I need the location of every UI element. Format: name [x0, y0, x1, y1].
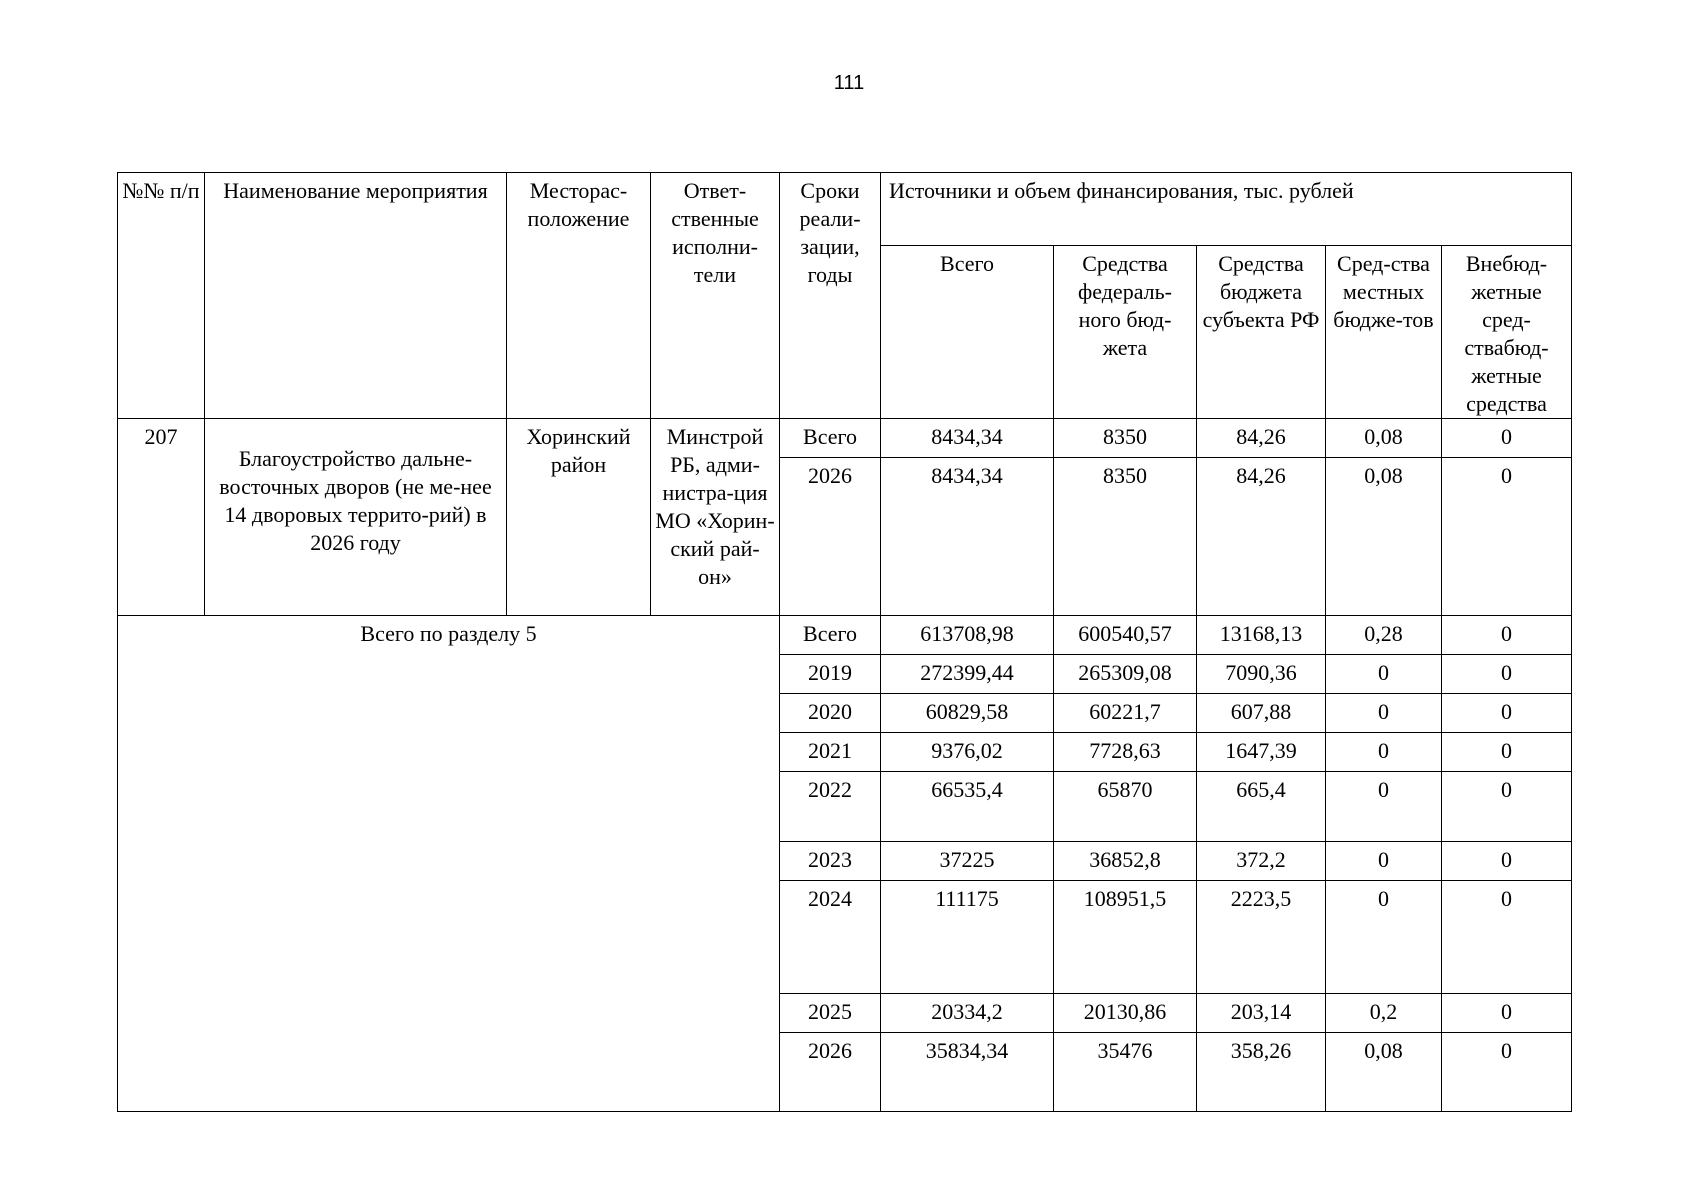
section-extra: 0 [1442, 655, 1572, 694]
section-subject: 1647,39 [1197, 733, 1326, 772]
section-federal: 108951,5 [1054, 881, 1197, 994]
item-federal: 8350 [1054, 419, 1197, 458]
section-federal: 20130,86 [1054, 994, 1197, 1033]
section-federal: 265309,08 [1054, 655, 1197, 694]
section-year: 2024 [780, 881, 881, 994]
section-federal: 36852,8 [1054, 842, 1197, 881]
section-local: 0,2 [1326, 994, 1442, 1033]
section-local: 0,28 [1326, 616, 1442, 655]
section-local: 0 [1326, 842, 1442, 881]
section-subject: 13168,13 [1197, 616, 1326, 655]
header-federal: Средства федераль-ного бюд-жета [1054, 246, 1197, 419]
item-subject: 84,26 [1197, 458, 1326, 616]
header-location: Месторас-положение [507, 173, 651, 419]
header-responsible: Ответ-ственные исполни-тели [651, 173, 780, 419]
section-year: 2019 [780, 655, 881, 694]
section-year: 2026 [780, 1033, 881, 1112]
item-extra: 0 [1442, 458, 1572, 616]
item-local: 0,08 [1326, 458, 1442, 616]
item-number: 207 [118, 419, 205, 616]
section-subject: 665,4 [1197, 772, 1326, 842]
section-subject: 372,2 [1197, 842, 1326, 881]
section-year: 2023 [780, 842, 881, 881]
section-local: 0,08 [1326, 1033, 1442, 1112]
section-extra: 0 [1442, 694, 1572, 733]
section-row [118, 616, 1572, 655]
header-name: Наименование мероприятия [205, 173, 507, 419]
section-extra: 0 [1442, 733, 1572, 772]
item-year: Всего [780, 419, 881, 458]
item-extra: 0 [1442, 419, 1572, 458]
section-extra: 0 [1442, 1033, 1572, 1112]
section-local: 0 [1326, 772, 1442, 842]
section-subject: 203,14 [1197, 994, 1326, 1033]
section-total: 9376,02 [881, 733, 1054, 772]
section-year: 2020 [780, 694, 881, 733]
section-subject: 2223,5 [1197, 881, 1326, 994]
section-total: 35834,34 [881, 1033, 1054, 1112]
section-year: 2021 [780, 733, 881, 772]
section-extra: 0 [1442, 772, 1572, 842]
header-period: Сроки реали-зации, годы [780, 173, 881, 419]
section-federal: 35476 [1054, 1033, 1197, 1112]
section-total: 111175 [881, 881, 1054, 994]
section-extra: 0 [1442, 994, 1572, 1033]
section-federal: 60221,7 [1054, 694, 1197, 733]
section-federal: 7728,63 [1054, 733, 1197, 772]
section-local: 0 [1326, 655, 1442, 694]
section-extra: 0 [1442, 842, 1572, 881]
section-local: 0 [1326, 881, 1442, 994]
section-subject: 607,88 [1197, 694, 1326, 733]
section-total: 37225 [881, 842, 1054, 881]
page-number: 111 [833, 72, 865, 94]
header-total: Всего [881, 246, 1054, 419]
section-total: 60829,58 [881, 694, 1054, 733]
header-subject: Средства бюджета субъекта РФ [1197, 246, 1326, 419]
section-total: 613708,98 [881, 616, 1054, 655]
item-location: Хоринский район [507, 419, 651, 616]
section-total: 272399,44 [881, 655, 1054, 694]
section-federal: 600540,57 [1054, 616, 1197, 655]
item-name: Благоустройство дальне-восточных дворов (не ме-нее 14 дворовых террито-рий) в 2026 году [205, 419, 507, 616]
section-year: 2022 [780, 772, 881, 842]
item-federal: 8350 [1054, 458, 1197, 616]
header-funding: Источники и объем финансирования, тыс. рублей [881, 173, 1572, 246]
section-subject: 7090,36 [1197, 655, 1326, 694]
item-responsible: Минстрой РБ, адми-нистра-ция МО «Хорин-ский рай-он» [651, 419, 780, 616]
section-local: 0 [1326, 733, 1442, 772]
header-local: Сред-ства местных бюдже-тов [1326, 246, 1442, 419]
section-year: Всего [780, 616, 881, 655]
header-extra: Внебюд-жетные сред-ствабюд-жетные средства [1442, 246, 1572, 419]
item-local: 0,08 [1326, 419, 1442, 458]
header-row-1 [118, 173, 1572, 246]
section-total: 20334,2 [881, 994, 1054, 1033]
item-total: 8434,34 [881, 419, 1054, 458]
item-subject: 84,26 [1197, 419, 1326, 458]
section-extra: 0 [1442, 616, 1572, 655]
section-subject: 358,26 [1197, 1033, 1326, 1112]
table-body [118, 173, 1572, 1112]
item-year: 2026 [780, 458, 881, 616]
section-local: 0 [1326, 694, 1442, 733]
section-year: 2025 [780, 994, 881, 1033]
section-federal: 65870 [1054, 772, 1197, 842]
section-total: 66535,4 [881, 772, 1054, 842]
item-row [118, 419, 1572, 458]
section-total-label: Всего по разделу 5 [118, 616, 780, 1112]
item-total: 8434,34 [881, 458, 1054, 616]
funding-table [117, 172, 1572, 1112]
header-num: №№ п/п [118, 173, 205, 419]
section-extra: 0 [1442, 881, 1572, 994]
